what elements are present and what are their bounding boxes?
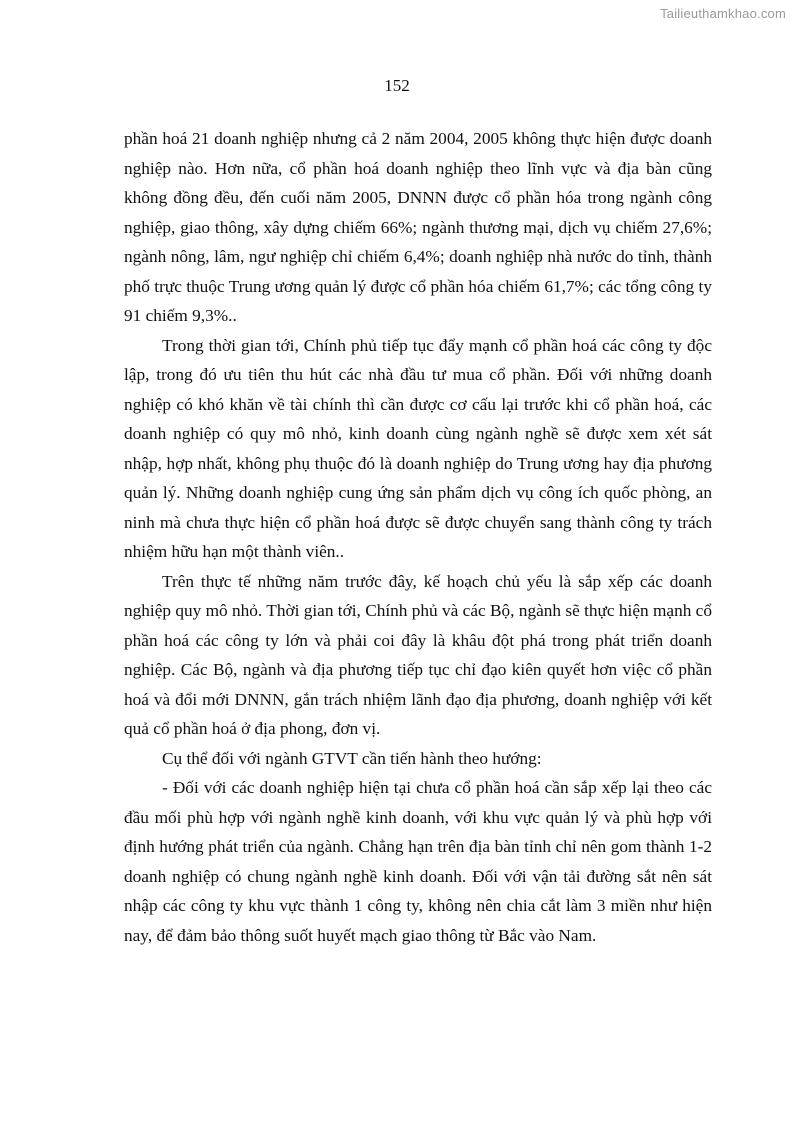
page-number: 152: [384, 76, 410, 95]
paragraph-2: Trong thời gian tới, Chính phủ tiếp tục đẩy mạnh cổ phần hoá các công ty độc lập, trong đó ưu tiên thu hút các nhà đầu tư mua cổ phần. Đối với những doanh nghiệp có khó khăn về tài chính thì cần được cơ cấu lại trước khi cổ phần hoá, các doanh nghiệp có quy mô nhỏ, kinh doanh cùng ngành nghề sẽ được xem xét sát nhập, hợp nhất, không phụ thuộc đó là doanh nghiệp do Trung ương hay địa phương quản lý. Những doanh nghiệp cung ứng sản phẩm dịch vụ công ích quốc phòng, an ninh mà chưa thực hiện cổ phần hoá được sẽ được chuyển sang thành công ty trách nhiệm hữu hạn một thành viên..: [124, 335, 712, 561]
paragraph-4: Cụ thể đối với ngành GTVT cần tiến hành theo hướng:: [162, 748, 542, 768]
paragraph-5: - Đối với các doanh nghiệp hiện tại chưa cổ phần hoá cần sắp xếp lại theo các đầu mối phù hợp với ngành nghề kinh doanh, với khu vực quản lý và phù hợp với định hướng phát triển của ngành. Chẳng hạn trên địa bàn tỉnh chỉ nên gom thành 1-2 doanh nghiệp có chung ngành nghề kinh doanh. Đối với vận tải đường sắt nên sát nhập các công ty khu vực thành 1 công ty, không nên chia cắt làm 3 miền như hiện nay, để đảm bảo thông suốt huyết mạch giao thông từ Bắc vào Nam.: [124, 778, 712, 945]
paragraph-1: phần hoá 21 doanh nghiệp nhưng cả 2 năm 2004, 2005 không thực hiện được doanh nghiệp nào. Hơn nữa, cổ phần hoá doanh nghiệp theo lĩnh vực và địa bàn cũng không đồng đều, đến cuối năm 2005, DNNN được cổ phần hóa trong ngành công nghiệp, giao thông, xây dựng chiếm 66%; ngành thương mại, dịch vụ chiếm 27,6%; ngành nông, lâm, ngư nghiệp chỉ chiếm 6,4%; doanh nghiệp nhà nước do tỉnh, thành phố trực thuộc Trung ương quản lý được cổ phần hóa chiếm 61,7%; các tổng công ty 91 chiếm 9,3%..: [124, 129, 712, 325]
paragraph-3: Trên thực tế những năm trước đây, kế hoạch chủ yếu là sắp xếp các doanh nghiệp quy mô nhỏ. Thời gian tới, Chính phủ và các Bộ, ngành sẽ thực hiện mạnh cổ phần hoá các công ty lớn và phải coi đây là khâu đột phá trong phát triển doanh nghiệp. Các Bộ, ngành và địa phương tiếp tục chỉ đạo kiên quyết hơn việc cổ phần hoá và đổi mới DNNN, gắn trách nhiệm lãnh đạo địa phương, doanh nghiệp với kết quả cổ phần hoá ở địa phong, đơn vị.: [124, 571, 712, 738]
document-body: [124, 124, 712, 950]
watermark: Tailieuthamkhao.com: [660, 6, 786, 21]
